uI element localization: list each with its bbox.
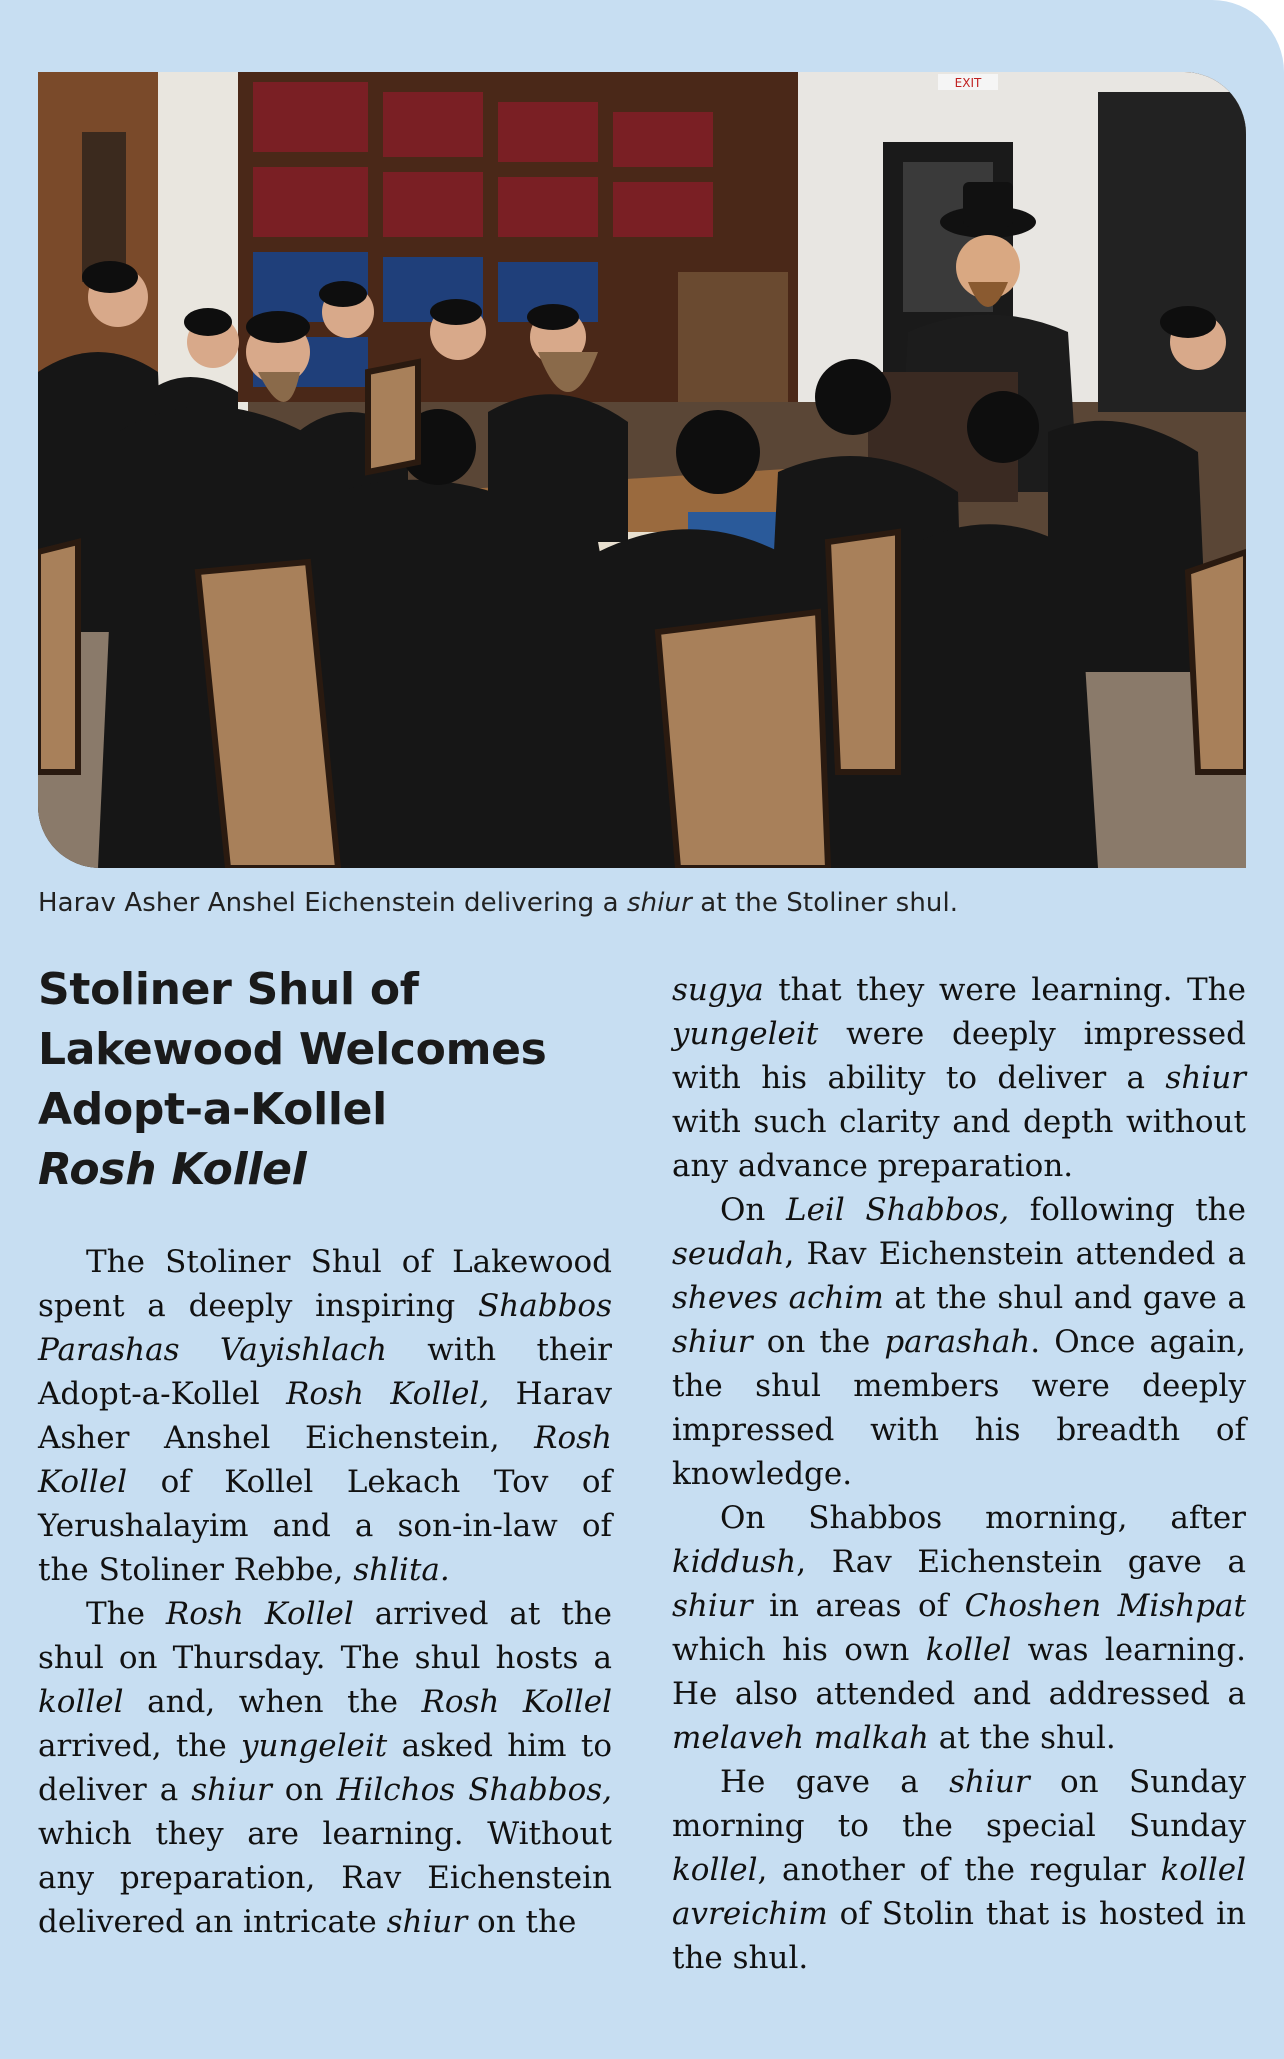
italic-term: kiddush [672, 1544, 797, 1580]
body-text: at the shul. [928, 1720, 1116, 1756]
article-column-left [38, 960, 612, 1944]
caption-italic: shiur [626, 888, 692, 918]
body-text: On [720, 1192, 786, 1228]
body-text: on [271, 1772, 337, 1808]
body-text: which they are learning. Without any preparation, Rav Eichenstein delivered an intricate [38, 1816, 612, 1940]
body-text: He gave a [720, 1764, 950, 1800]
body-text: Harav Asher Anshel Eichenstein, [38, 1376, 613, 1456]
italic-term: kollel [38, 1684, 124, 1720]
italic-term: shiur [386, 1904, 468, 1940]
italic-term: Rosh Kollel [421, 1684, 612, 1720]
caption-text: Harav Asher Anshel Eichenstein delivering a [38, 888, 627, 918]
italic-term: shiur [191, 1772, 272, 1808]
italic-term: Choshen Mishpat [964, 1588, 1246, 1624]
body-text: at the shul and gave a [883, 1280, 1246, 1316]
body-text: On Shabbos morning, after [720, 1500, 1246, 1536]
headline-line-1: Stoliner Shul of [38, 964, 419, 1015]
body-text: with such clarity and depth without any advance preparation. [672, 1104, 1246, 1184]
italic-term: kollel avreichim [672, 1852, 1246, 1932]
article-column-right [672, 968, 1246, 1980]
body-text: on the [467, 1904, 577, 1940]
headline-line-3: Adopt-a-Kollel [38, 1084, 387, 1135]
italic-term: yungeleit [672, 1016, 819, 1052]
article-photo [38, 72, 1246, 868]
italic-term: parashah [884, 1324, 1031, 1360]
body-text: of Kollel Lekach Tov of Yerushalayim and a son-in-law of the Stoliner Rebbe, [38, 1464, 612, 1588]
body-text: following the [1009, 1192, 1246, 1228]
italic-term: Leil Shabbos, [785, 1192, 1010, 1228]
italic-term: Rosh Kollel, [286, 1376, 490, 1412]
body-text: asked him to deliver a [38, 1728, 612, 1808]
body-text: on the [752, 1324, 885, 1360]
svg-text:EXIT: EXIT [954, 76, 982, 90]
body-text: with their Adopt-a-Kollel [38, 1332, 612, 1412]
body-text: was learning. He also attended and addressed a [672, 1632, 1246, 1712]
body-text: , another of the regular [757, 1852, 1161, 1888]
body-text: in areas of [752, 1588, 965, 1624]
italic-term: melaveh malkah [672, 1720, 929, 1756]
paragraph-3 [672, 1188, 1246, 1496]
paragraph-5 [672, 1760, 1246, 1980]
italic-term: Rosh Kollel [165, 1596, 354, 1632]
body-text: arrived, the [38, 1728, 241, 1764]
body-text: arrived at the shul on Thursday. The shul hosts a [38, 1596, 613, 1676]
body-text: were deeply impressed with his ability to deliver a [672, 1016, 1246, 1096]
article-headline [38, 960, 612, 1200]
body-text: on Sunday morning to the special Sunday [672, 1764, 1247, 1844]
body-text: which his own [672, 1632, 926, 1668]
body-text: , Rav Eichenstein attended a [784, 1236, 1246, 1272]
body-text: The [86, 1596, 166, 1632]
body-text: , Rav Eichenstein gave a [796, 1544, 1246, 1580]
italic-term: seudah [672, 1236, 785, 1272]
headline-line-2: Lakewood Welcomes [38, 1024, 547, 1075]
italic-term: sheves achim [672, 1280, 884, 1316]
photo-illustration [38, 72, 1246, 868]
italic-term: shiur [1165, 1060, 1246, 1096]
photo-caption [38, 888, 1248, 918]
italic-term: kollel [672, 1852, 758, 1888]
italic-term: shlita. [353, 1552, 450, 1588]
italic-term: Shabbos Parashas Vayishlach [38, 1288, 612, 1368]
italic-term: kollel [925, 1632, 1012, 1668]
paragraph-4 [672, 1496, 1246, 1760]
paragraph-2-cont [672, 968, 1246, 1188]
paragraph-1 [38, 1240, 612, 1592]
italic-term: shiur [949, 1764, 1030, 1800]
body-text: of Stolin that is hosted in the shul. [672, 1896, 1246, 1976]
caption-text-end: at the Stoliner shul. [691, 888, 959, 918]
italic-term: Rosh Kollel [38, 1420, 612, 1500]
body-text: . Once again, the shul members were deeply impressed with his breadth of knowledge. [672, 1324, 1246, 1492]
italic-term: shiur [672, 1588, 753, 1624]
italic-term: yungeleit [241, 1728, 388, 1764]
body-text: The Stoliner Shul of Lakewood spent a deeply inspiring [38, 1244, 612, 1324]
body-text: that they were learning. The [763, 972, 1246, 1008]
italic-term: Hilchos Shabbos, [336, 1772, 613, 1808]
body-text: and, when the [123, 1684, 422, 1720]
italic-term: sugya [672, 972, 764, 1008]
italic-term: shiur [672, 1324, 753, 1360]
paragraph-2-start [38, 1592, 612, 1944]
headline-line-4: Rosh Kollel [38, 1144, 307, 1195]
